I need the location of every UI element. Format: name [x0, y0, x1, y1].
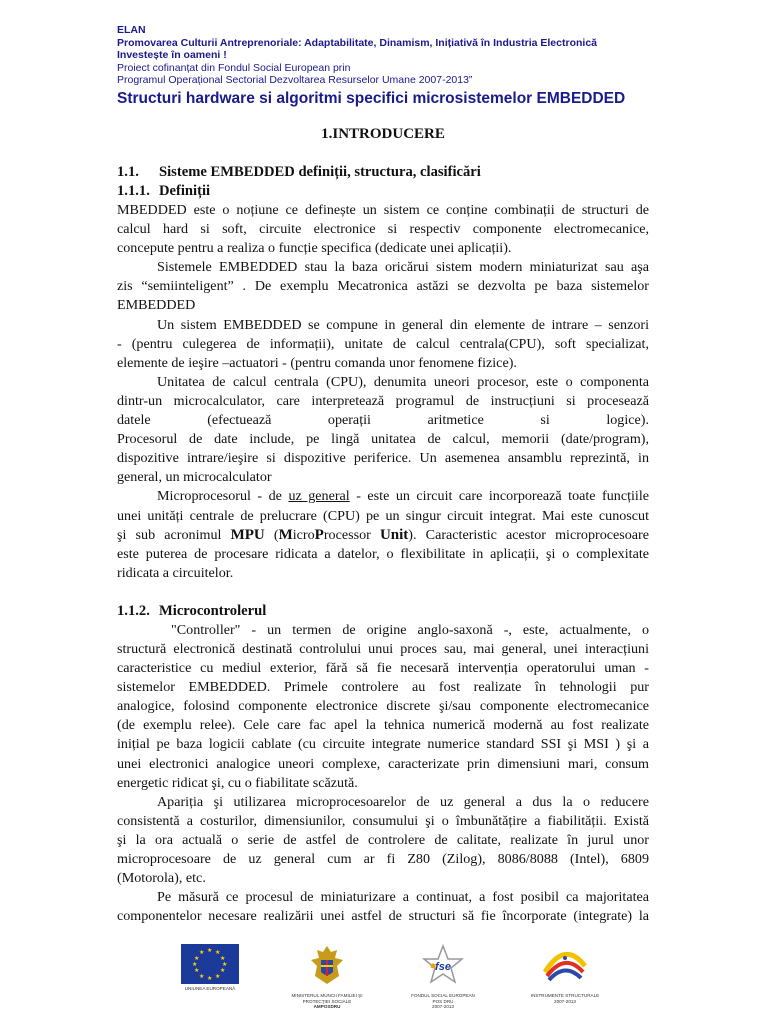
header-program: Promovarea Culturii Antreprenoriale: Adaptabilitate, Dinamism, Inițiativă în Industria Electronică — [117, 36, 597, 49]
coat-of-arms-icon — [307, 944, 347, 986]
text-line: (Motorola), etc. — [117, 870, 206, 887]
text-line: componentelor necesare realizării unei astfel de structuri să fie încorporate (integrate) la — [117, 908, 649, 925]
section-1-1-1-heading — [117, 182, 649, 201]
ministry-caption-2: PROTECŢIEI SOCIALE — [302, 998, 352, 1004]
text-line: "Controller" - un termen de origine anglo-saxonă -, este, actualmente, o — [171, 621, 649, 638]
text-line — [117, 526, 649, 545]
paragraph-microprocessors-use — [117, 793, 649, 888]
acronym-mpu: MPU — [230, 526, 265, 543]
text-line: elemente de ieşire –actuatori - (pentru comanda unor fenomene fizice). — [117, 354, 517, 371]
is-caption-1: INSTRUMENTE STRUCTURALE — [530, 993, 600, 998]
text-line: concepute pentru a realiza o funcție specifica (dedicate unei aplicații). — [117, 240, 512, 257]
text-line: sistemelor EMBEDDED. Primele controlere au fost realizate în tehnologii pur — [117, 679, 649, 696]
header-slogan: Investește în oameni ! — [117, 49, 227, 61]
acronym-letter: M — [278, 526, 293, 543]
header-cofin-2: Programul Operațional Sectorial Dezvoltarea Resurselor Umane 2007-2013” — [117, 74, 473, 86]
text-line: - (pentru culegerea de informații), unitate de calcul centrala(CPU), soft specializat, — [117, 335, 649, 352]
paragraph-microprocessor — [117, 487, 649, 582]
structural-instruments-logo — [520, 944, 610, 1004]
structural-instruments-icon — [539, 944, 591, 986]
text-line: Un sistem EMBEDDED se compune in general din elemente de intrare – senzori — [157, 316, 649, 333]
section-title: Microcontrolerul — [159, 602, 267, 619]
header-cofin-1: Proiect cofinanțat din Fondul Social European prin — [117, 61, 351, 74]
chapter-heading: 1.INTRODUCERE — [321, 126, 445, 142]
paragraph-cpu — [117, 373, 649, 488]
ministry-logo — [282, 944, 372, 1010]
text-span: - este un circuit care incorporează toate funcțiile — [349, 488, 649, 505]
section-number: 1.1.1. — [117, 183, 150, 199]
fse-caption-3: 2007-2013 — [432, 1004, 454, 1009]
section-1-1-2-heading — [117, 602, 649, 621]
section-number: 1.1.2. — [117, 602, 150, 619]
text-line — [117, 487, 649, 506]
section-title: Definiții — [159, 183, 211, 199]
text-span: ). Caracteristic acestor microprocesoare — [408, 526, 649, 543]
fse-star-icon — [418, 944, 468, 986]
text-line: unei unități centrale de prelucrare (CPU) pe un singur circuit integrat. Mai este cunoscut — [117, 507, 649, 524]
eu-flag-icon: ★ ★ ★ ★ ★ ★ ★ ★ ★ ★ ★ ★ — [181, 944, 239, 984]
text-span: şi sub acronimul — [117, 526, 231, 543]
header-org: ELAN — [117, 24, 146, 36]
text-span: Microprocesorul - de — [157, 488, 289, 505]
text-line: ridicata a circuitelor. — [117, 564, 234, 581]
text-line: (de exemplu relee). Cele care fac apel la tehnica numerică modernă au fost realizate — [117, 717, 649, 734]
text-line: inițial pe baza logicii cablate (cu circuite integrate numerice standard SSI şi MSI ) şi a — [117, 736, 649, 753]
document-title: Structuri hardware si algoritmi specifici microsistemelor EMBEDDED — [117, 89, 626, 107]
text-line: Procesorul de date include, pe lingă unitatea de calcul, memorii (date/program), — [117, 431, 649, 448]
text-line: general, un microcalculator — [117, 469, 272, 486]
text-line: calcul hard si soft, circuite electronice si respectiv componente electromecanice, — [117, 221, 649, 238]
fse-caption-2: POS DRU — [432, 998, 454, 1004]
text-line: EMBEDDED — [117, 297, 196, 314]
section-title: Sisteme EMBEDDED definiții, structura, clasificări — [159, 164, 481, 180]
text-line: Pe măsură ce procesul de miniaturizare a continuat, a fost posibil ca majoritatea — [157, 889, 649, 906]
text-line: zis “semiinteligent” . De exemplu Mecatronica astăzi se dezvolta pe baza sistemelor — [117, 278, 649, 295]
text-line: şi la ora actuală o serie de astfel de controlere de calitate, realizate în jurul unor — [117, 831, 649, 848]
is-caption-2: 2007-2013 — [554, 998, 576, 1004]
project-header — [117, 24, 657, 108]
text-line: Apariția şi utilizarea microprocesoarelor de uz general a dus la o reducere — [157, 793, 649, 810]
text-span: icro — [292, 526, 315, 543]
text-line: dintr-un microcalculator, care interpretează programul de instrucțiuni si procesează — [117, 392, 649, 409]
text-line: structură electronică destinată controlului unui proces sau, mai general, unei interacțiuni — [117, 640, 649, 657]
fse-caption-1: FONDUL SOCIAL EUROPEAN — [411, 993, 475, 998]
text-line: dispozitive intrare/ieşire si dispozitive periferice. Un asemenea ansamblu reprezintă, in — [117, 450, 649, 467]
acronym-letter: P — [314, 526, 324, 543]
paragraph-controller — [117, 621, 649, 793]
text-line: analogice, folosind componente electronice discrete şi/sau componente electromecanice — [117, 698, 649, 715]
ministry-caption-1: MINISTERUL MUNCII FAMILIEI ŞI — [291, 993, 363, 998]
text-line: este puterea de procesare ridicata a datelor, o flexibilitate in aplicații, şi o complexitate — [117, 545, 649, 562]
text-span: ( — [264, 526, 279, 543]
paragraph-definition — [117, 201, 649, 258]
text-line: datele (efectuează operații aritmetice si logice). — [117, 412, 649, 429]
document-body — [117, 124, 649, 926]
paragraph-embedded-systems — [117, 258, 649, 315]
eu-caption: UNIUNEA EUROPEANĂ — [184, 986, 236, 991]
sponsor-logos — [170, 944, 610, 1014]
text-line: unei electronici analogice uneori complexe, caracterizate prin dimensiuni mari, consum — [117, 755, 649, 772]
text-line: MBEDDED este o noțiune ce definește un sistem ce conține combinații de structuri de — [117, 202, 649, 218]
text-line: Unitatea de calcul centrala (CPU), denumita uneori procesor, este o componenta — [157, 373, 649, 390]
ministry-caption-3: AMPOSDRU — [313, 1004, 341, 1009]
underlined-term: uz general — [288, 488, 350, 505]
section-1-1-heading — [117, 163, 649, 182]
text-line: caracteristice cu mediul exterior, fără să fie necesară intervenția operatorului uman - — [117, 660, 649, 677]
paragraph-miniaturization — [117, 888, 649, 926]
text-line: microprocesoare de uz general cum ar fi Z80 (Zilog), 8086/8088 (Intel), 6809 — [117, 851, 649, 867]
fse-mark-text: fse — [435, 961, 451, 973]
text-line: energetic ridicat şi, cu o fiabilitate scăzută. — [117, 774, 358, 791]
text-line: consistentă a costurilor, dimensiunilor, consumului şi o îmbunătățire a fiabilității. Există — [117, 812, 649, 829]
text-line: Sistemele EMBEDDED stau la baza oricărui sistem modern miniaturizat sau aşa — [157, 259, 649, 276]
eu-logo — [165, 944, 255, 992]
section-number: 1.1. — [117, 164, 139, 180]
text-span: rocessor — [323, 526, 380, 543]
fse-logo — [398, 944, 488, 1010]
acronym-letter: Unit — [379, 526, 409, 543]
paragraph-components — [117, 316, 649, 373]
